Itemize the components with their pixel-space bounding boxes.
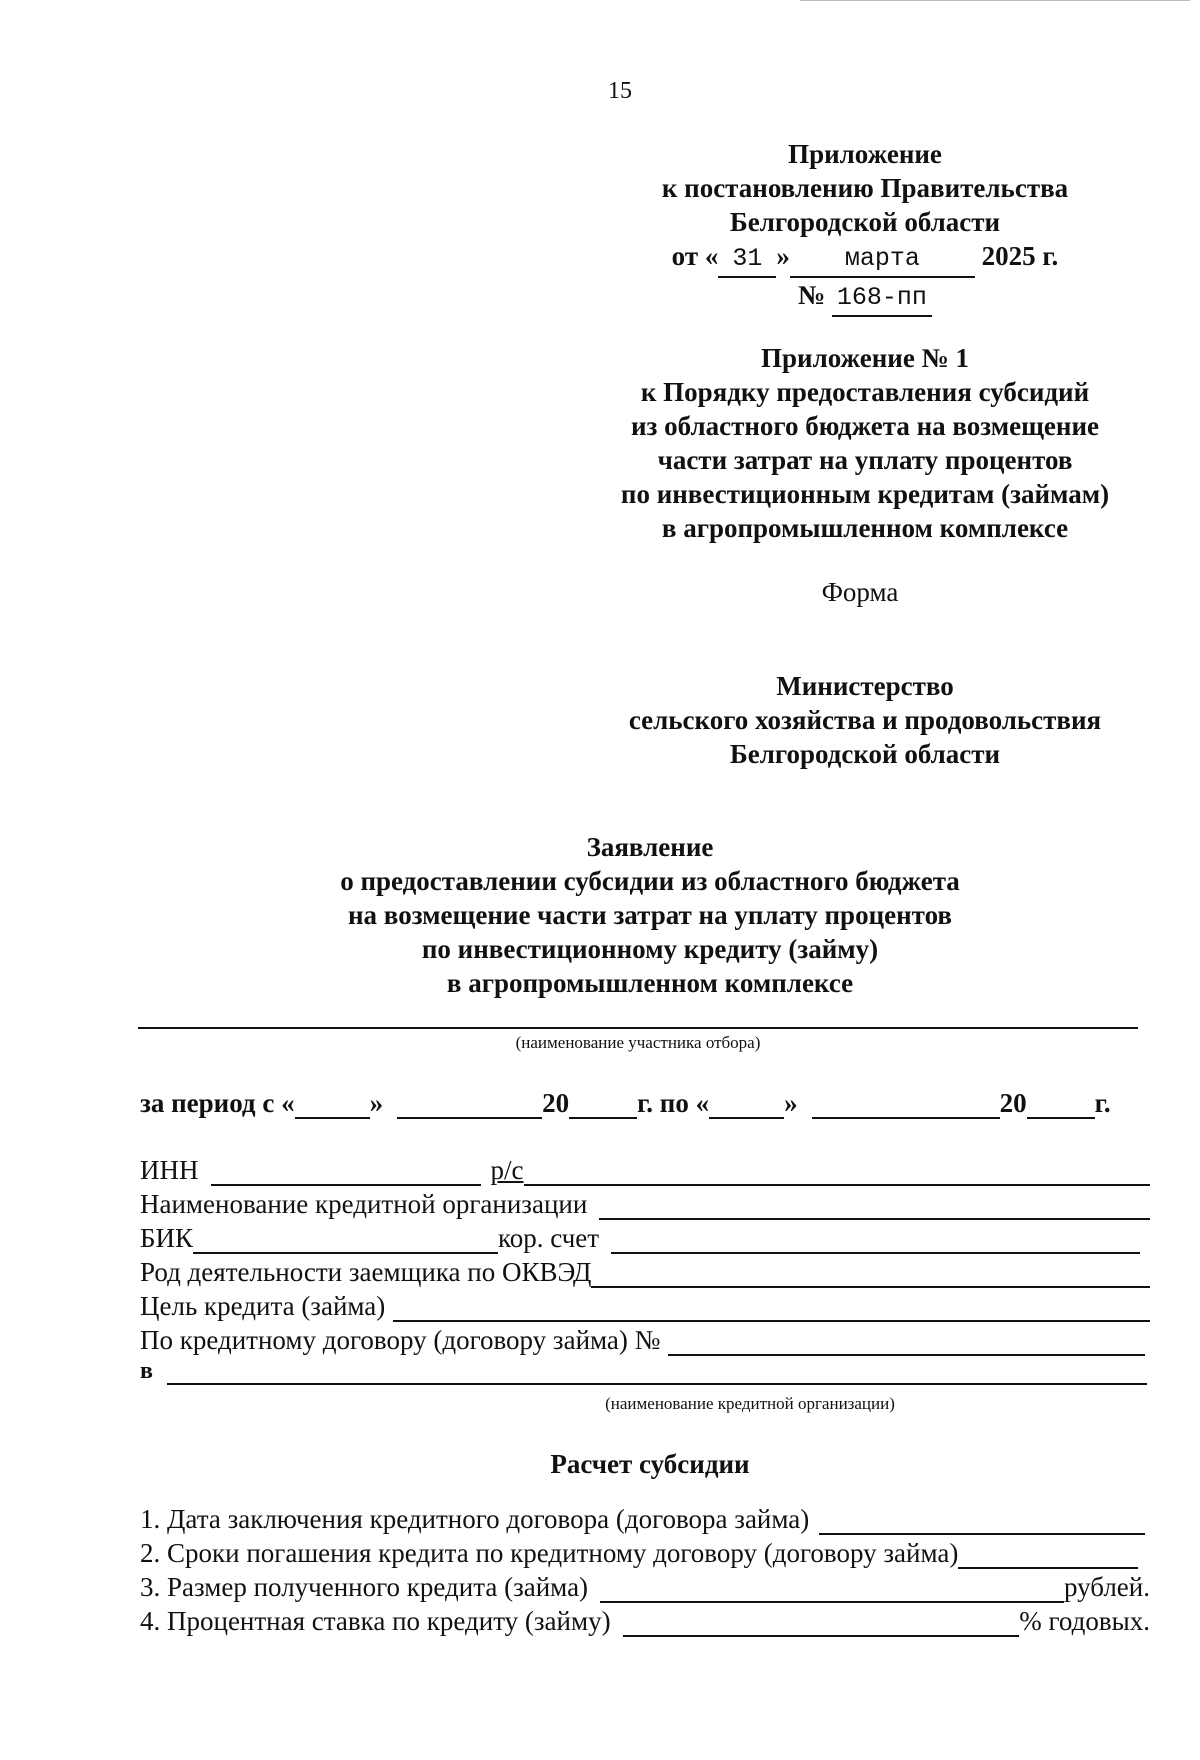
scan-edge-line (800, 0, 1190, 1)
contract-date-field[interactable] (819, 1507, 1145, 1535)
period-end-month-field[interactable] (812, 1091, 1000, 1119)
calc-item-3: 3. Размер полученного кредита (займа) рублей. (140, 1572, 1150, 1602)
appendix-line-1: Приложение (788, 139, 942, 169)
appendix-line-2: к постановлению Правительства (661, 173, 1069, 203)
participant-caption: (наименование участника отбора) (515, 1033, 761, 1052)
ministry-block (590, 669, 1140, 771)
statement-line-3: на возмещение части затрат на уплату процентов (348, 900, 952, 930)
rs-field[interactable] (524, 1158, 1151, 1186)
period-start-day-field[interactable] (295, 1091, 370, 1119)
repayment-term-field[interactable] (958, 1541, 1138, 1569)
decree-number: 168-пп (832, 281, 932, 317)
inn-field[interactable] (211, 1158, 481, 1186)
ministry-line-1: Министерство (776, 671, 954, 701)
credit-org-caption: (наименование кредитной организации) (605, 1394, 895, 1413)
appendix-1-line-5: по инвестиционным кредитам (займам) (620, 479, 1110, 509)
purpose-field[interactable] (393, 1294, 1150, 1322)
statement-line-5: в агропромышленном комплексе (446, 968, 854, 998)
participant-name-field[interactable] (138, 1027, 1138, 1029)
period-start-month-field[interactable] (397, 1091, 542, 1119)
appendix-1-header (580, 341, 1150, 545)
appendix-1-line-1: Приложение № 1 (761, 343, 969, 373)
period-end-day-field[interactable] (709, 1091, 784, 1119)
interest-rate-field[interactable] (623, 1609, 1020, 1637)
date-year: 2025 г. (981, 241, 1059, 271)
period-row: за период с « » 20 г. по « » 20 г. (140, 1088, 1111, 1118)
bik-row: БИК кор. счет (140, 1223, 1140, 1254)
appendix-1-line-4: части затрат на уплату процентов (657, 445, 1073, 475)
period-end-year-field[interactable] (1027, 1091, 1095, 1119)
okved-field[interactable] (591, 1260, 1150, 1288)
credit-org-in-field[interactable] (167, 1357, 1147, 1385)
statement-title (200, 830, 1100, 1000)
appendix-line-3: Белгородской области (729, 207, 1001, 237)
calc-item-1: 1. Дата заключения кредитного договора (договора займа) (140, 1504, 1145, 1535)
credit-org-field[interactable] (599, 1192, 1150, 1220)
calc-title: Расчет субсидии (550, 1449, 750, 1479)
inn-row: ИНН р/с (140, 1155, 1150, 1186)
appendix-1-line-6: в агропромышленном комплексе (661, 513, 1069, 543)
contract-number-field[interactable] (668, 1328, 1145, 1356)
credit-org-row: Наименование кредитной организации (140, 1189, 1150, 1220)
form-label: Форма (821, 577, 899, 607)
period-start-year-field[interactable] (569, 1091, 637, 1119)
credit-amount-field[interactable] (600, 1575, 1064, 1603)
ministry-line-3: Белгородской области (729, 739, 1001, 769)
appendix-1-line-3: из областного бюджета на возмещение (631, 411, 1099, 441)
credit-org-in-row: в (140, 1357, 1147, 1385)
date-day: 31 (718, 242, 776, 278)
ministry-line-2: сельского хозяйства и продовольствия (628, 705, 1102, 735)
date-month: марта (790, 242, 975, 278)
kor-account-field[interactable] (611, 1226, 1140, 1254)
contract-row: По кредитному договору (договору займа) № (140, 1325, 1145, 1356)
appendix-date: от « 31 » марта 2025 г. (600, 239, 1130, 278)
bik-field[interactable] (193, 1226, 498, 1254)
calc-item-2: 2. Сроки погашения кредита по кредитному договору (договору займа) (140, 1538, 1138, 1569)
calc-item-4: 4. Процентная ставка по кредиту (займу) % годовых. (140, 1606, 1150, 1636)
appendix-number: № 168-пп (600, 278, 1130, 317)
appendix-header (600, 137, 1130, 317)
appendix-1-line-2: к Порядку предоставления субсидий (640, 377, 1090, 407)
okved-row: Род деятельности заемщика по ОКВЭД (140, 1257, 1150, 1288)
statement-line-2: о предоставлении субсидии из областного бюджета (340, 866, 960, 896)
purpose-row: Цель кредита (займа) (140, 1291, 1150, 1322)
statement-line-1: Заявление (586, 832, 714, 862)
page-number: 15 (608, 78, 632, 104)
statement-line-4: по инвестиционному кредиту (займу) (421, 934, 879, 964)
